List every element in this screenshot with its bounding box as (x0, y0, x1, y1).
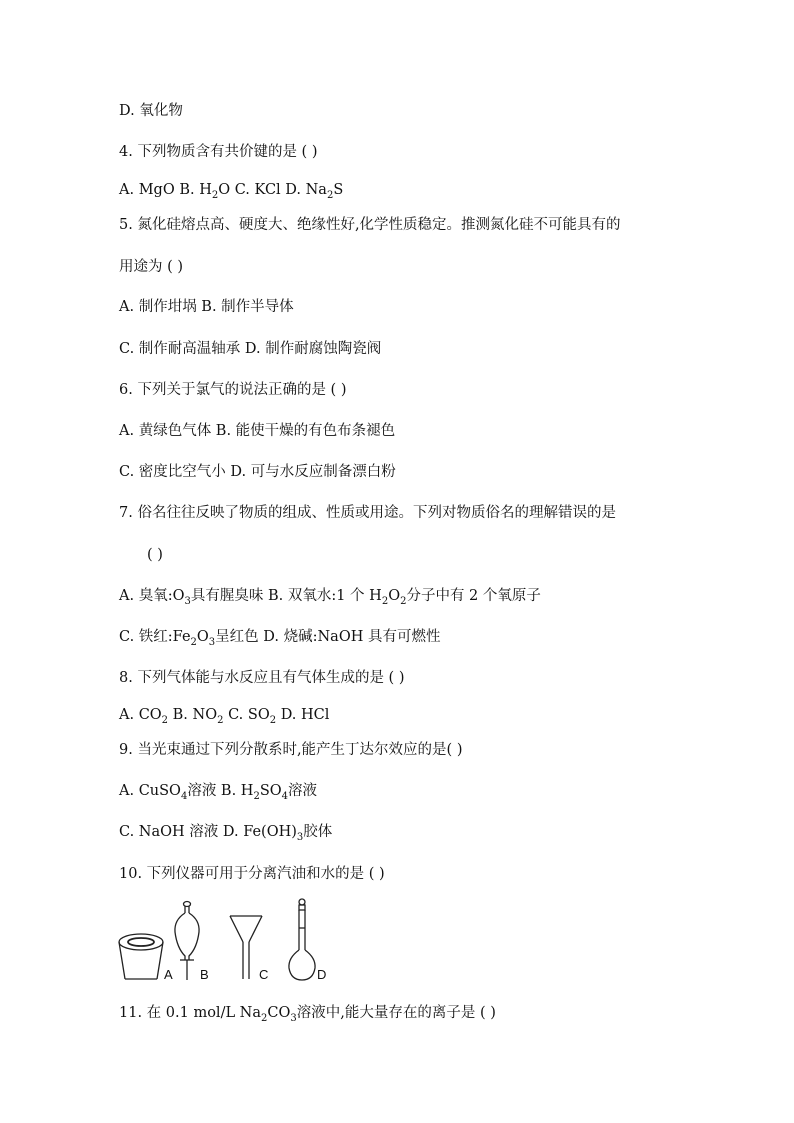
question-5-options-ab: A. 制作坩埚 B. 制作半导体 (119, 299, 294, 315)
funnel-icon (230, 916, 262, 979)
question-5-options-cd: C. 制作耐高温轴承 D. 制作耐腐蚀陶瓷阀 (119, 341, 382, 357)
question-6-options-ab: A. 黄绿色气体 B. 能使干燥的有色布条褪色 (119, 423, 396, 439)
question-4 (119, 143, 317, 161)
question-4-options-text: A. MgO B. $H_2O$ C. KCl D. $Na_2S$ (119, 182, 344, 201)
question-11: 11. 在 0.1 mol/L $Na_2CO_3$溶液中,能大量存在的离子是 ( ) (119, 1005, 496, 1024)
apparatus-label-a: A (164, 967, 173, 982)
apparatus-label-d: D (317, 967, 327, 982)
question-8-options: A. $CO_2$ B. $NO_2$ C. $SO_2$ D. HCl (119, 707, 330, 726)
option-d-q3: D. 氧化物 (119, 103, 183, 119)
apparatus-label-b: B (200, 967, 209, 982)
question-9: 9. 当光束通过下列分散系时,能产生丁达尔效应的是( ) (119, 742, 463, 758)
question-6: 6. 下列关于氯气的说法正确的是 ( ) (119, 382, 347, 398)
question-6-options-cd: C. 密度比空气小 D. 可与水反应制备漂白粉 (119, 464, 396, 480)
question-5: 5. 氮化硅熔点高、硬度大、绝缘性好,化学性质稳定。推测氮化硅不可能具有的 (119, 217, 621, 233)
separatory-funnel-icon (175, 902, 199, 981)
crucible-icon (119, 934, 163, 979)
question-5-cont: 用途为 ( ) (119, 259, 184, 275)
question-10: 10. 下列仪器可用于分离汽油和水的是 ( ) (119, 866, 385, 882)
question-7-options-ab: A. 臭氧$:O_3$具有腥臭味 B. 双氧水:1 个 $H_2O_2$分子中有 2 个氧原子 (119, 588, 541, 607)
apparatus-figure (112, 896, 342, 986)
question-7-options-cd: C. 铁红$:Fe_2O_3$呈红色 D. 烧碱:NaOH 具有可燃性 (119, 629, 441, 648)
question-9-options-ab: A. CuSO$_4$溶液 B. $H_2SO_4$溶液 (119, 783, 318, 802)
apparatus-label-c: C (259, 967, 269, 982)
apparatus-drawing (112, 896, 342, 986)
question-8: 8. 下列气体能与水反应且有气体生成的是 ( ) (119, 670, 405, 686)
volumetric-flask-icon (289, 899, 315, 980)
question-4-text: 4. 下列物质含有共价键的是 ( ) (119, 144, 318, 160)
question-4-options (119, 181, 343, 199)
question-7-cont: ( ) (147, 547, 163, 563)
question-9-options-cd: C. NaOH 溶液 D. $Fe(OH)_3$胶体 (119, 824, 333, 843)
question-7: 7. 俗名往往反映了物质的组成、性质或用途。下列对物质俗名的理解错误的是 (119, 505, 616, 521)
